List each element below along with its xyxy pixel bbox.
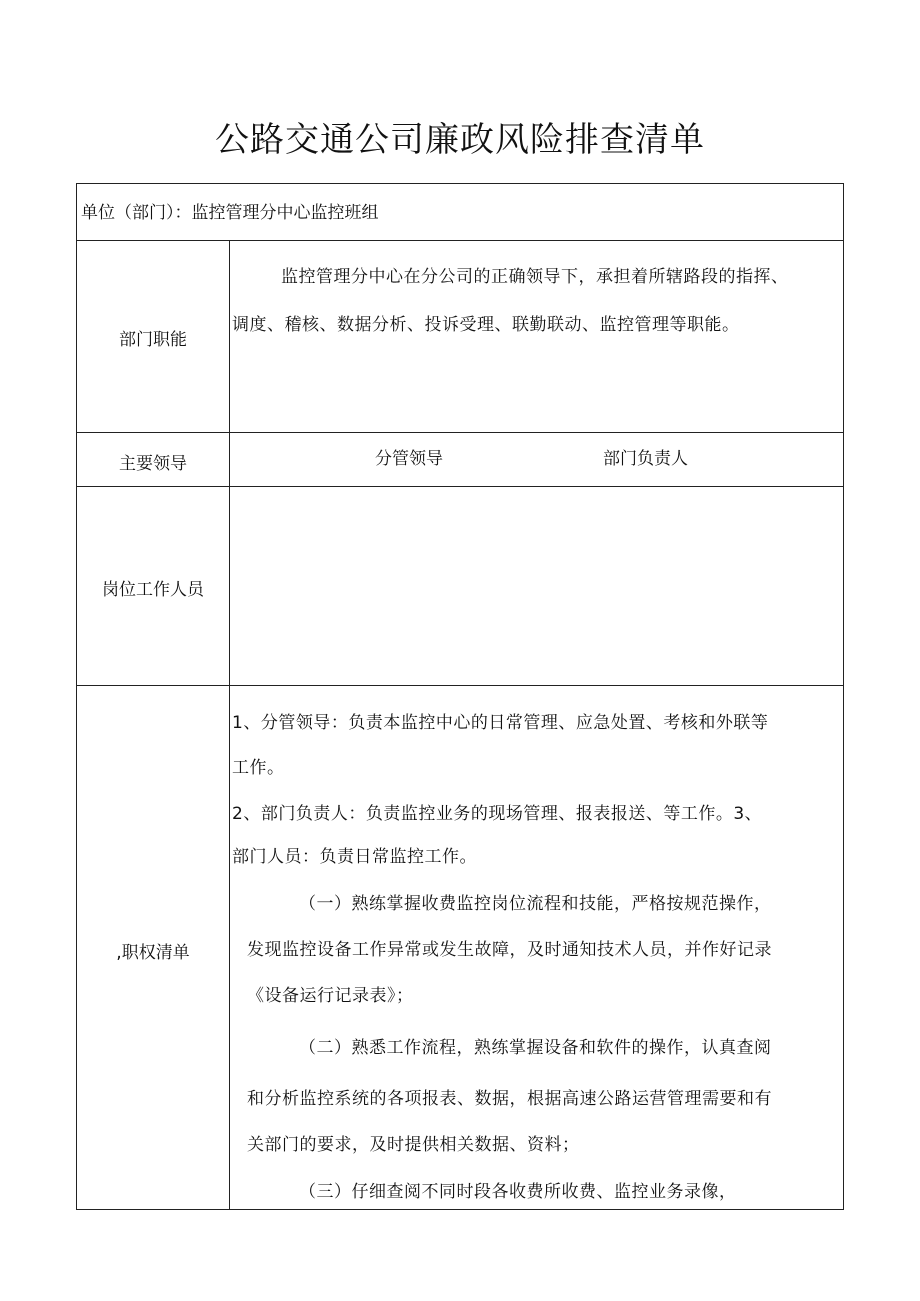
row-divider [77, 486, 843, 487]
duty-line: （一）熟练掌握收费监控岗位流程和技能，严格按规范操作， [299, 894, 772, 914]
duty-line: 《设备运行记录表》； [247, 986, 414, 1006]
leader-col-dept-head: 部门负责人 [603, 449, 688, 469]
leader-label: 主要领导 [119, 454, 187, 474]
duty-line: 发现监控设备工作异常或发生故障，及时通知技术人员，并作好记录 [247, 940, 772, 960]
duty-line: 1、分管领导：负责本监控中心的日常管理、应急处置、考核和外联等 [232, 713, 769, 733]
risk-checklist-table [76, 183, 844, 1210]
duty-line: 和分析监控系统的各项报表、数据，根据高速公路运营管理需要和有 [247, 1089, 772, 1109]
duty-line: （三）仔细查阅不同时段各收费所收费、监控业务录像， [299, 1182, 737, 1202]
duties-label: ,职权清单 [116, 943, 190, 963]
row-divider [77, 685, 843, 686]
duty-line: 2、部门负责人：负责监控业务的现场管理、报表报送、等工作。3、 [232, 804, 763, 824]
function-label: 部门职能 [119, 330, 187, 350]
leader-col-supervisor: 分管领导 [375, 449, 443, 469]
duty-line: 关部门的要求，及时提供相关数据、资料； [247, 1135, 580, 1155]
duty-line: （二）熟悉工作流程，熟练掌握设备和软件的操作，认真查阅 [299, 1038, 772, 1058]
function-line-2: 调度、稽核、数据分析、投诉受理、联勤联动、监控管理等职能。 [232, 315, 740, 335]
row-divider [77, 240, 843, 241]
function-line-1: 监控管理分中心在分公司的正确领导下，承担着所辖路段的指挥、 [281, 267, 789, 287]
duty-line: 工作。 [232, 758, 285, 778]
document-title: 公路交通公司廉政风险排查清单 [215, 120, 705, 160]
column-divider [229, 240, 230, 1210]
row-divider [77, 432, 843, 433]
unit-line: 单位（部门）：监控管理分中心监控班组 [81, 203, 379, 223]
staff-label: 岗位工作人员 [102, 580, 204, 600]
duty-line: 部门人员：负责日常监控工作。 [232, 847, 477, 867]
